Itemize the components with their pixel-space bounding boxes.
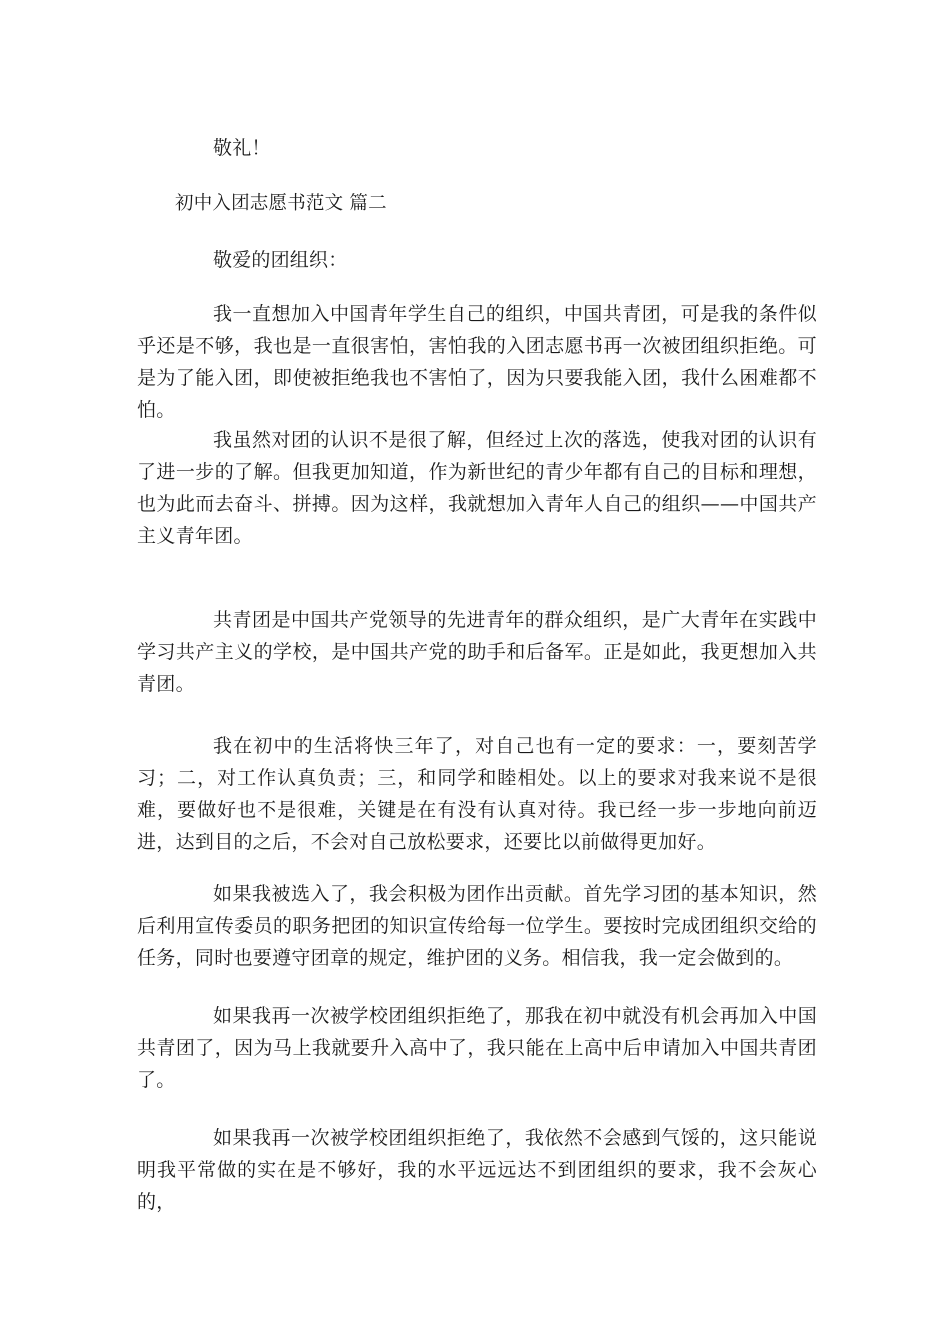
- body-paragraph: 共青团是中国共产党领导的先进青年的群众组织，是广大青年在实践中学习共产主义的学校，是中国共产党的助手和后备军。正是如此，我更想加入共青团。: [137, 609, 817, 695]
- body-paragraph: 如果我再一次被学校团组织拒绝了，那我在初中就没有机会再加入中国共青团了，因为马上我就要升入高中了，我只能在上高中后申请加入中国共青团了。: [137, 1005, 817, 1091]
- letter-closing: 敬礼！: [213, 137, 271, 159]
- body-paragraph: 我一直想加入中国青年学生自己的组织，中国共青团，可是我的条件似乎还是不够，我也是一直很害怕，害怕我的入团志愿书再一次被团组织拒绝。可是为了能入团，即使被拒绝我也不害怕了，因为只要我能入团，我什么困难都不怕。: [137, 303, 817, 421]
- body-paragraph: 我虽然对团的认识不是很了解，但经过上次的落选，使我对团的认识有了进一步的了解。但我更加知道，作为新世纪的青少年都有自己的目标和理想，也为此而去奋斗、拼搏。因为这样，我就想加入青年人自己的组织——中国共产主义青年团。: [137, 429, 817, 547]
- letter-salutation: 敬爱的团组织：: [213, 249, 348, 271]
- body-paragraph: 我在初中的生活将快三年了，对自己也有一定的要求：一，要刻苦学习；二，对工作认真负责；三，和同学和睦相处。以上的要求对我来说不是很难，要做好也不是很难，关键是在有没有认真对待。我已经一步一步地向前迈进，达到目的之后，不会对自己放松要求，还要比以前做得更加好。: [137, 735, 817, 853]
- body-paragraph: 如果我再一次被学校团组织拒绝了，我依然不会感到气馁的，这只能说明我平常做的实在是不够好，我的水平远远达不到团组织的要求，我不会灰心的，: [137, 1127, 817, 1213]
- body-paragraph: 如果我被选入了，我会积极为团作出贡献。首先学习团的基本知识，然后利用宣传委员的职务把团的知识宣传给每一位学生。要按时完成团组织交给的任务，同时也要遵守团章的规定，维护团的义务。相信我，我一定会做到的。: [137, 883, 817, 969]
- section-heading: 初中入团志愿书范文 篇二: [175, 193, 387, 214]
